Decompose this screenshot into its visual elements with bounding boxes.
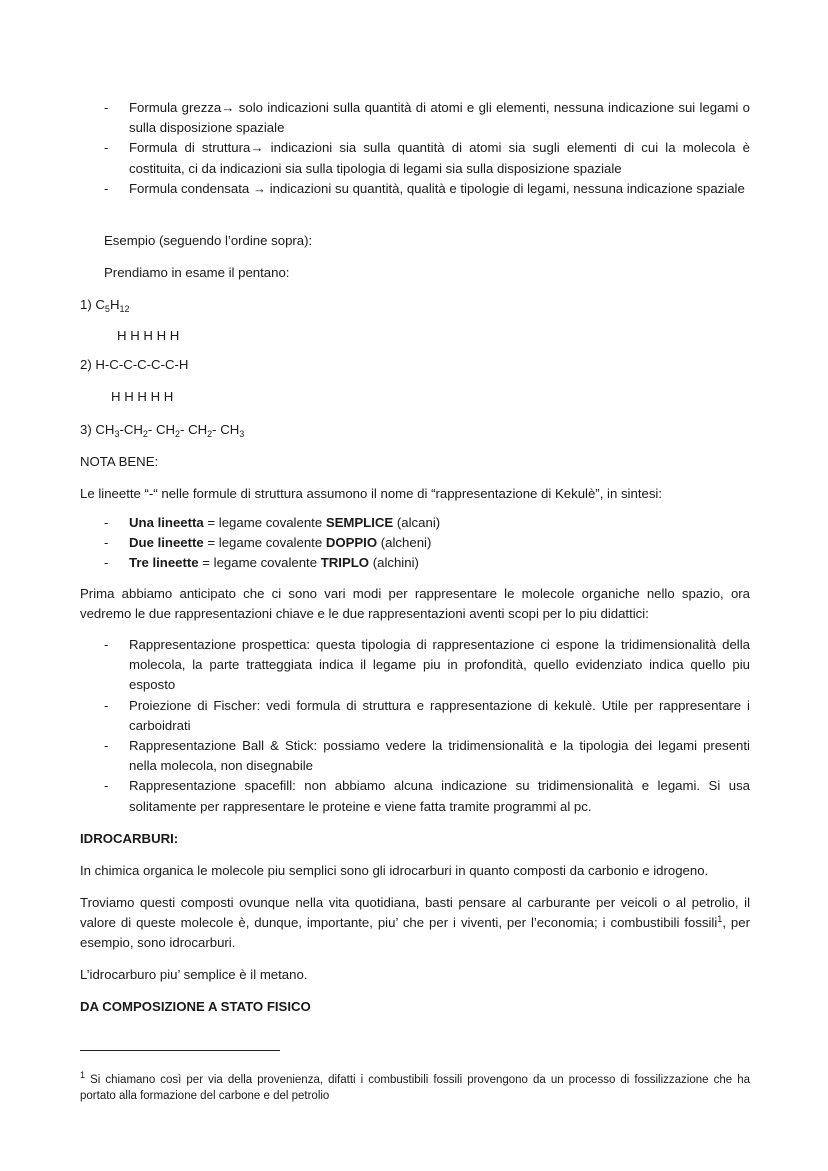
nota-bene: NOTA BENE: <box>80 454 159 469</box>
dash-bullet: - <box>104 180 109 196</box>
arrow-icon: → <box>221 100 235 115</box>
bonds-list <box>80 513 750 574</box>
list-item: - Rappresentazione prospettica: questa tipologia di rappresentazione ci espone la tridimensionalità della molecola, la parte tratteggiata indica il legame piu in profondità, quello evidenziato indica quello piu esposto <box>104 637 750 693</box>
kekule-intro: Le lineette “-“ nelle formule di struttura assumono il nome di “rappresentazione di Kekulè”, in sintesi: <box>80 486 663 501</box>
list-item: - Una lineetta = legame covalente SEMPLICE (alcani) <box>104 515 441 530</box>
heading-stato-fisico: DA COMPOSIZIONE A STATO FISICO <box>80 999 311 1014</box>
formula-grezza: 1) $C_5H_{12}$ <box>80 297 130 314</box>
list-item: - Formula condensata → indicazioni su quantità, qualità e tipologie di legami, nessuna indicazione spaziale <box>80 179 750 199</box>
list-item: - Formula grezza→ solo indicazioni sulla quantità di atomi e gli elementi, nessuna indicazione sui legami o sulla disposizione spaziale <box>104 100 750 136</box>
list-item: - Formula di struttura→ indicazioni sia sulla quantità di atomi sia sugli elementi di cui la molecola è costituita, ci da indicazioni sia sulla tipologia di legami sia sulla disposizione spaziale <box>104 140 750 176</box>
footnote-divider <box>80 1050 280 1051</box>
pentane-intro: Prendiamo in esame il pentano: <box>104 265 290 280</box>
footnote-ref: 1 <box>717 914 723 925</box>
list-item: - Proiezione di Fischer: vedi formula di struttura e rappresentazione di kekulè. Utile per rappresentare i carboidrati <box>104 697 750 733</box>
footnote: $^1$ Si chiamano così per via della provenienza, difatti i combustibili fossili provengono da un processo di fossilizzazione che ha portato alla formazione del carbone e del petrolio <box>80 1069 750 1102</box>
list-item: - Tre lineette = legame covalente TRIPLO (alchini) <box>104 555 419 571</box>
dash-bullet: - <box>104 100 109 115</box>
list-item: - Rappresentazione spacefill: non abbiamo alcuna indicazione su tridimensionalità e legami. Si usa solitamente per rappresentare le proteine e viene fatta tramite programmi al pc. <box>104 778 750 814</box>
formula-struttura: 2) H-C-C-C-C-C-H <box>80 357 189 372</box>
representations-list <box>80 635 750 817</box>
representations-intro: Prima abbiamo anticipato che ci sono vari modi per rappresentare le molecole organiche nello spazio, ora vedremo le due rappresentazioni chiave e le due rappresentazioni aventi scopi per lo piu didattici: <box>80 586 750 622</box>
para-metano: L’idrocarburo piu’ semplice è il metano. <box>80 967 308 982</box>
hydrogen-row-top: H H H H H <box>117 328 180 343</box>
example-intro: Esempio (seguendo l’ordine sopra): <box>104 233 313 248</box>
para-idrocarburi-1: In chimica organica le molecole piu semplici sono gli idrocarburi in quanto composti da carbonio e idrogeno. <box>80 863 709 878</box>
formula-condensata: 3) $CH_3-CH_2-$ $CH_2-$ $CH_2-$ $CH_3$ <box>80 422 245 439</box>
hydrogen-row-bottom: H H H H H <box>111 389 174 404</box>
arrow-icon: → <box>250 140 264 156</box>
dash-bullet: - <box>104 140 109 156</box>
para-idrocarburi-2: Troviamo questi composti ovunque nella vita quotidiana, basti pensare al carburante per veicoli o al petrolio, il valore di queste molecole è, dunque, importante, piu’ che per i viventi, per l’economia; i combustibili fossili$^1$, per esempio, sono idrocarburi. <box>80 895 750 951</box>
list-item: - Rappresentazione Ball & Stick: possiamo vedere la tridimensionalità e la tipologia dei legami presenti nella molecola, non disegnabile <box>104 738 750 774</box>
list-item: - Due lineette = legame covalente DOPPIO (alcheni) <box>104 535 432 551</box>
heading-idrocarburi: IDROCARBURI: <box>80 831 179 846</box>
formula-types-list <box>80 98 750 199</box>
arrow-icon: → <box>252 180 267 196</box>
